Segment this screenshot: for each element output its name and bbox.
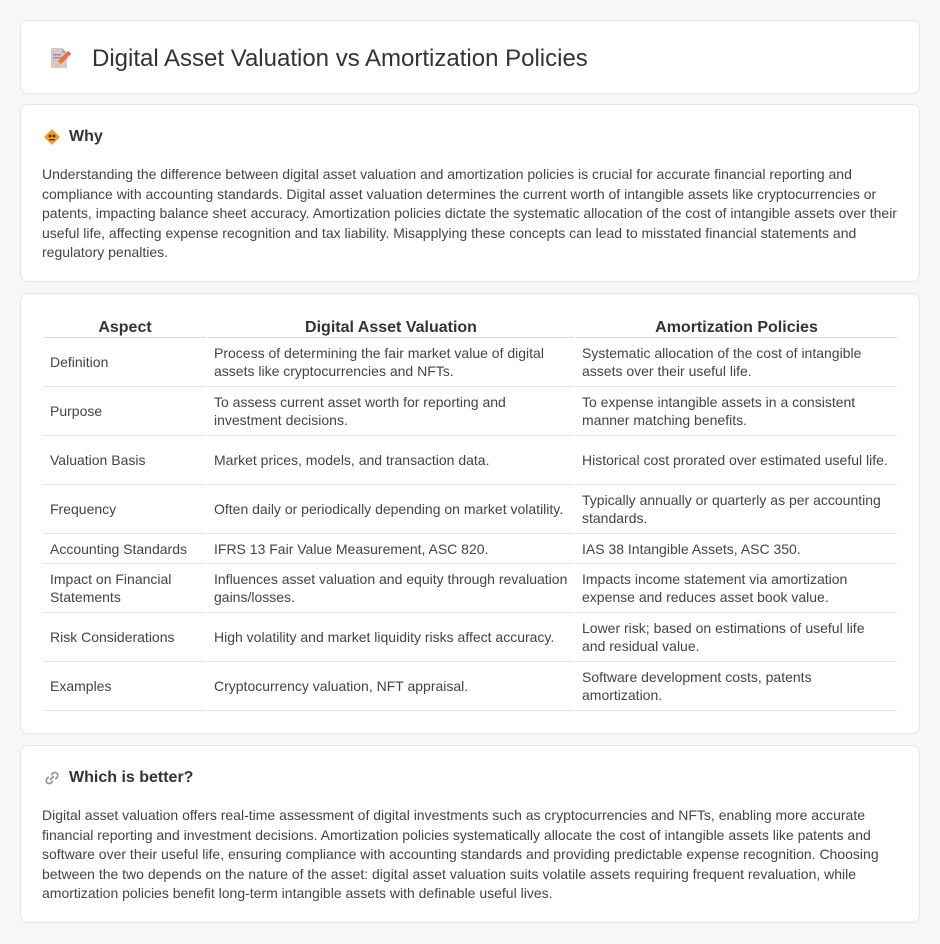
cell-digital-asset-valuation: Often daily or periodically depending on market volatility. (208, 485, 574, 534)
table-row (44, 662, 897, 711)
table-row (44, 338, 897, 387)
cell-amortization-policies: Lower risk; based on estimations of useful life and residual value. (576, 613, 897, 662)
cell-aspect: Examples (44, 662, 206, 711)
table-row (44, 436, 897, 485)
comparison-table-card (20, 293, 920, 734)
header-card (20, 20, 920, 94)
cell-aspect: Purpose (44, 387, 206, 436)
cell-amortization-policies: Software development costs, patents amortization. (576, 662, 897, 711)
cell-amortization-policies: To expense intangible assets in a consistent manner matching benefits. (576, 387, 897, 436)
table-row (44, 485, 897, 534)
diamond-sign-icon (43, 128, 61, 146)
cell-amortization-policies: Typically annually or quarterly as per accounting standards. (576, 485, 897, 534)
better-title: Which is better? (69, 769, 194, 786)
document-pencil-icon (47, 46, 71, 70)
header-aspect: Aspect (44, 316, 206, 338)
cell-digital-asset-valuation: Market prices, models, and transaction data. (208, 436, 574, 485)
better-heading (43, 768, 193, 788)
link-icon (43, 769, 61, 787)
comparison-table (42, 316, 899, 711)
cell-aspect: Accounting Standards (44, 534, 206, 564)
why-section (20, 104, 920, 282)
which-is-better-section (20, 745, 920, 923)
cell-amortization-policies: Historical cost prorated over estimated useful life. (576, 436, 897, 485)
cell-aspect: Valuation Basis (44, 436, 206, 485)
cell-aspect: Risk Considerations (44, 613, 206, 662)
table-row (44, 534, 897, 564)
cell-digital-asset-valuation: High volatility and market liquidity risks affect accuracy. (208, 613, 574, 662)
table-row (44, 613, 897, 662)
header-amortization-policies: Amortization Policies (576, 316, 897, 338)
cell-digital-asset-valuation: Process of determining the fair market value of digital assets like cryptocurrencies and NFTs. (208, 338, 574, 387)
better-body: Digital asset valuation offers real-time assessment of digital investments such as cryptocurrencies and NFTs, enabling more accurate financial reporting and investment decisions. Amortization policies systematically allocate the cost of intangible assets like patents and software over their useful life, ensuring compliance with accounting standards and providing predictable expense recognition. Choosing between the two depends on the nature of the asset: digital asset valuation suits volatile assets requiring frequent revaluation, while amortization policies benefit long-term intangible assets with definable useful lives. (42, 807, 879, 902)
why-body: Understanding the difference between digital asset valuation and amortization policies is crucial for accurate financial reporting and compliance with accounting standards. Digital asset valuation determines the current worth of intangible assets like cryptocurrencies or patents, impacting balance sheet accuracy. Amortization policies dictate the systematic allocation of the cost of intangible assets over their useful life, affecting expense recognition and tax liability. Misapplying these concepts can lead to misstated financial statements and regulatory penalties. (42, 166, 897, 261)
cell-aspect: Definition (44, 338, 206, 387)
cell-aspect: Frequency (44, 485, 206, 534)
table-header-row (44, 316, 897, 338)
page-title: Digital Asset Valuation vs Amortization Policies (92, 45, 588, 72)
cell-digital-asset-valuation: Influences asset valuation and equity through revaluation gains/losses. (208, 564, 574, 613)
cell-amortization-policies: Impacts income statement via amortization expense and reduces asset book value. (576, 564, 897, 613)
why-heading (43, 127, 103, 147)
cell-digital-asset-valuation: IFRS 13 Fair Value Measurement, ASC 820. (208, 534, 574, 564)
cell-digital-asset-valuation: To assess current asset worth for reporting and investment decisions. (208, 387, 574, 436)
table-row (44, 564, 897, 613)
cell-digital-asset-valuation: Cryptocurrency valuation, NFT appraisal. (208, 662, 574, 711)
cell-amortization-policies: Systematic allocation of the cost of intangible assets over their useful life. (576, 338, 897, 387)
cell-amortization-policies: IAS 38 Intangible Assets, ASC 350. (576, 534, 897, 564)
table-row (44, 387, 897, 436)
header-digital-asset-valuation: Digital Asset Valuation (208, 316, 574, 338)
cell-aspect: Impact on Financial Statements (44, 564, 206, 613)
why-title: Why (69, 128, 103, 145)
